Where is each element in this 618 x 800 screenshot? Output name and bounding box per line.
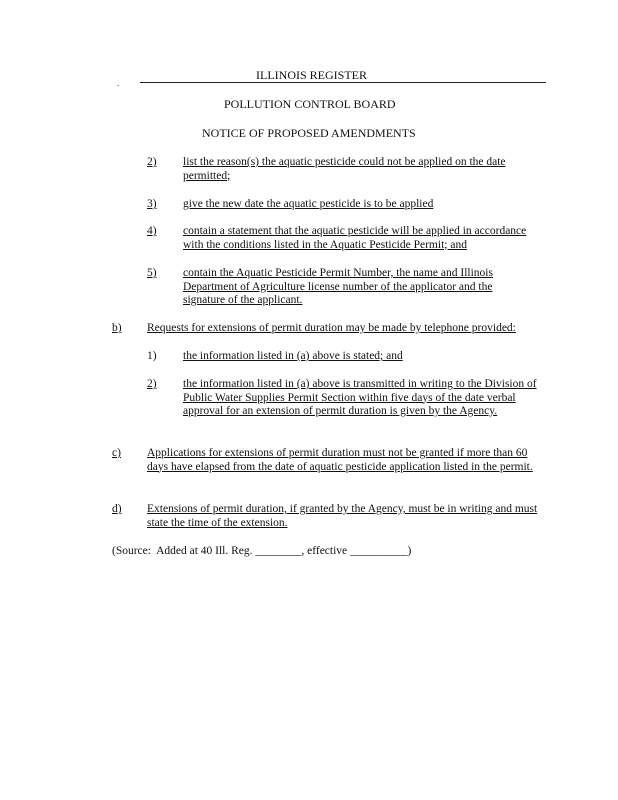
section-b-letter: b) [112,322,122,334]
section-b-text: Requests for extensions of permit duration may be made by telephone provided: [147,322,516,334]
item-number: 1) [147,350,157,362]
source-note: (Source: Added at 40 Ill. Reg. ________, effective __________) [112,545,412,557]
board-title: POLLUTION CONTROL BOARD [224,97,396,111]
section-c-letter: c) [112,447,121,459]
item-number: 2) [147,378,157,390]
register-title: ILLINOIS REGISTER [256,68,367,82]
item-text: give the new date the aquatic pesticide is to be applied [183,198,434,210]
item-text: list the reason(s) the aquatic pesticide could not be applied on the date permitted; [183,156,506,182]
item-number: 3) [147,198,157,210]
item-text: the information listed in (a) above is transmitted in writing to the Division of Public Water Supplies Permit Section within five days of the date verbal approval for an extension of permit duration is given by the Agency. [183,378,537,417]
section-c-text: Applications for extensions of permit duration must not be granted if more than 60 days have elapsed from the date of aquatic pesticide application listed in the permit. [147,447,533,473]
header-rule [140,82,546,83]
notice-title: NOTICE OF PROPOSED AMENDMENTS [202,126,416,140]
item-number: 5) [147,267,157,279]
item-number: 4) [147,225,157,237]
margin-mark: . [117,78,120,88]
section-d-letter: d) [112,503,122,515]
item-text: the information listed in (a) above is stated; and [183,350,403,362]
section-d-text: Extensions of permit duration, if granted by the Agency, must be in writing and must state the time of the extension. [147,503,538,529]
item-text: contain a statement that the aquatic pesticide will be applied in accordance with the conditions listed in the Aquatic Pesticide Permit; and [183,225,527,251]
item-number: 2) [147,156,157,168]
item-text: contain the Aquatic Pesticide Permit Number, the name and Illinois Department of Agriculture license number of the applicator and the signature of the applicant. [183,267,493,306]
